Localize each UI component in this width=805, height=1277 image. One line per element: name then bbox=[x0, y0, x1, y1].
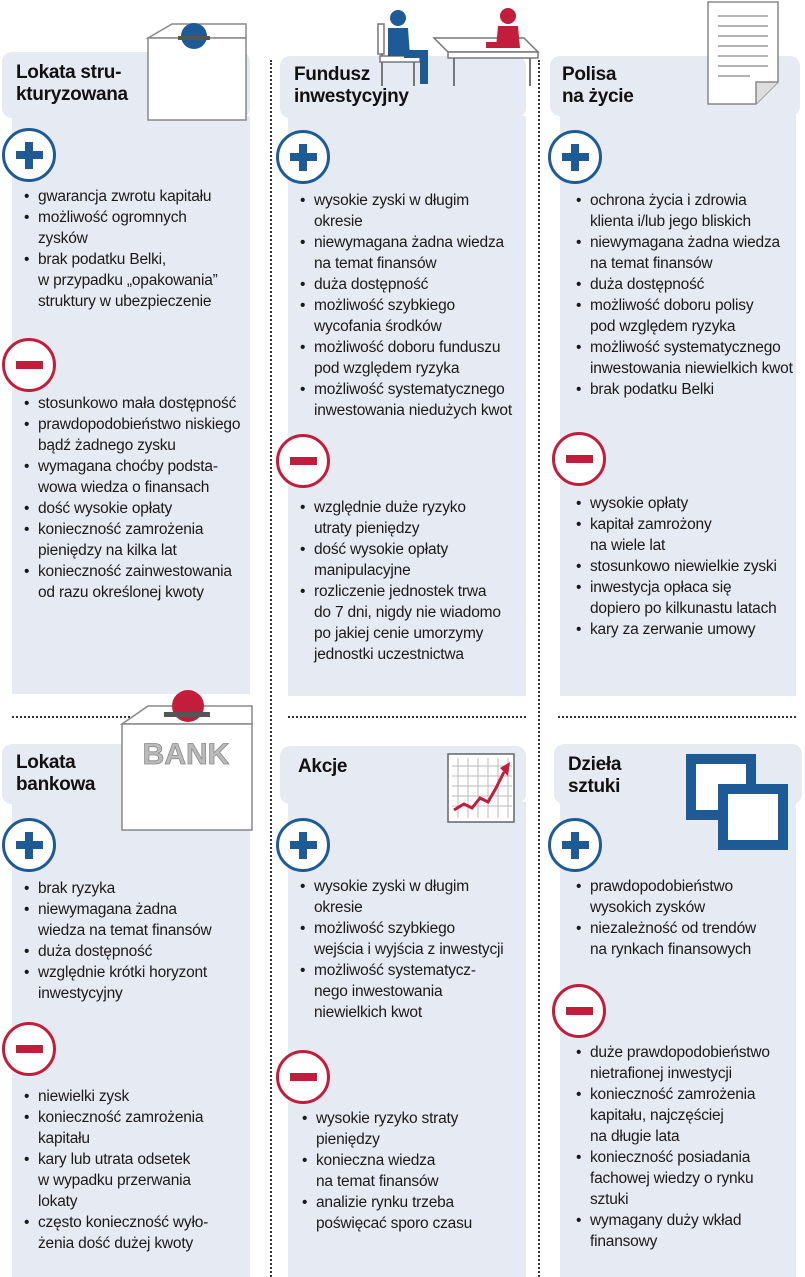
pros-item: • niewymagana żadna wiedza na temat finansów bbox=[576, 232, 802, 274]
document-icon bbox=[706, 0, 780, 106]
cons-list bbox=[576, 1042, 804, 1252]
column-divider-left bbox=[270, 60, 272, 1277]
cons-item: • konieczna wiedza na temat finansów bbox=[302, 1150, 528, 1192]
cons-item: • kary lub utrata odsetek w wypadku przerwania lokaty bbox=[24, 1149, 252, 1212]
cons-item: • stosunkowo mała dostępność bbox=[24, 393, 252, 414]
cons-item: • duże prawdopodobieństwo nietrafionej inwestycji bbox=[576, 1042, 804, 1084]
pros-list bbox=[24, 878, 250, 1004]
cons-item: • wymagana choćby podsta- wowa wiedza o finansach bbox=[24, 456, 252, 498]
cons-list bbox=[24, 393, 252, 603]
cons-item: • względnie duże ryzyko utraty pieniędzy bbox=[300, 497, 526, 539]
framed-pictures-icon bbox=[682, 750, 792, 856]
cons-item: • prawdopodobieństwo niskiego bądź żadnego zysku bbox=[24, 414, 252, 456]
pros-list bbox=[576, 190, 802, 400]
pros-list bbox=[300, 190, 526, 421]
cons-item: • niewielki zysk bbox=[24, 1086, 252, 1107]
minus-icon bbox=[276, 434, 330, 488]
cons-list bbox=[302, 1108, 528, 1234]
cons-item: • analizie rynku trzeba poświęcać sporo czasu bbox=[302, 1192, 528, 1234]
cons-item: • stosunkowo niewielkie zyski bbox=[576, 556, 802, 577]
pros-item: • możliwość systematycznego inwestowania niewielkich kwot bbox=[576, 337, 802, 379]
bank-box-label: BANK bbox=[142, 738, 230, 771]
minus-icon bbox=[2, 1022, 56, 1076]
pros-item: • niewymagana żadna wiedza na temat finansów bbox=[24, 899, 250, 941]
ballot-box-icon bbox=[146, 22, 250, 122]
cons-item: • inwestycja opłaca się dopiero po kilkunastu latach bbox=[576, 577, 802, 619]
cons-item: • kary za zerwanie umowy bbox=[576, 619, 802, 640]
cons-item: • często konieczność wyło- żenia dość dużej kwoty bbox=[24, 1212, 252, 1254]
minus-icon bbox=[552, 984, 606, 1038]
cons-item: • konieczność zamrożenia pieniędzy na kilka lat bbox=[24, 519, 252, 561]
card-title: Lokata bankowa bbox=[16, 752, 96, 795]
plus-icon bbox=[2, 128, 56, 182]
pros-list bbox=[300, 876, 528, 1023]
stock-chart-icon bbox=[446, 752, 516, 824]
plus-icon bbox=[2, 818, 56, 872]
cons-item: • konieczność zamrożenia kapitału bbox=[24, 1107, 252, 1149]
pros-item: • możliwość systematycznego inwestowania niedużych kwot bbox=[300, 379, 526, 421]
pros-item: • niewymagana żadna wiedza na temat finansów bbox=[300, 232, 526, 274]
minus-icon bbox=[2, 338, 56, 392]
plus-icon bbox=[276, 130, 330, 184]
pros-item: • duża dostępność bbox=[24, 941, 250, 962]
pros-item: • brak podatku Belki, w przypadku „opakowania” struktury w ubezpieczenie bbox=[24, 249, 250, 312]
card-title: Akcje bbox=[298, 756, 348, 777]
plus-icon bbox=[548, 130, 602, 184]
pros-item: • duża dostępność bbox=[576, 274, 802, 295]
pros-list bbox=[24, 186, 250, 312]
cons-list bbox=[576, 493, 802, 640]
row-divider-right bbox=[558, 716, 796, 718]
pros-item: • możliwość doboru funduszu pod względem ryzyka bbox=[300, 337, 526, 379]
cons-list bbox=[300, 497, 526, 665]
card-title: Dzieła sztuki bbox=[568, 754, 622, 797]
cons-item: • kapitał zamrożony na wiele lat bbox=[576, 514, 802, 556]
cons-item: • rozliczenie jednostek trwa do 7 dni, nigdy nie wiadomo po jakiej cenie umorzymy jednostki uczestnictwa bbox=[300, 581, 526, 665]
pros-item: • niezależność od trendów na rynkach finansowych bbox=[576, 918, 802, 960]
cons-item: • wymagany duży wkład finansowy bbox=[576, 1210, 804, 1252]
cons-item: • wysokie opłaty bbox=[576, 493, 802, 514]
plus-icon bbox=[276, 818, 330, 872]
pros-item: • możliwość ogromnych zysków bbox=[24, 207, 250, 249]
cons-item: • dość wysokie opłaty bbox=[24, 498, 252, 519]
pros-item: • prawdopodobieństwo wysokich zysków bbox=[576, 876, 802, 918]
card-title: Lokata stru- kturyzowana bbox=[16, 62, 128, 105]
pros-list bbox=[576, 876, 802, 960]
pros-item: • brak ryzyka bbox=[24, 878, 250, 899]
minus-icon bbox=[552, 432, 606, 486]
pros-item: • wysokie zyski w długim okresie bbox=[300, 190, 526, 232]
pros-item: • brak podatku Belki bbox=[576, 379, 802, 400]
pros-item: • możliwość szybkiego wejścia i wyjścia z inwestycji bbox=[300, 918, 528, 960]
pros-item: • gwarancja zwrotu kapitału bbox=[24, 186, 250, 207]
pros-item: • możliwość szybkiego wycofania środków bbox=[300, 295, 526, 337]
cons-item: • wysokie ryzyko straty pieniędzy bbox=[302, 1108, 528, 1150]
cons-item: • dość wysokie opłaty manipulacyjne bbox=[300, 539, 526, 581]
pros-item: • możliwość doboru polisy pod względem ryzyka bbox=[576, 295, 802, 337]
row-divider-middle bbox=[288, 716, 526, 718]
cons-item: • konieczność posiadania fachowej wiedzy o rynku sztuki bbox=[576, 1147, 804, 1210]
card-title: Polisa na życie bbox=[562, 64, 634, 107]
pros-item: • możliwość systematycz- nego inwestowania niewielkich kwot bbox=[300, 960, 528, 1023]
minus-icon bbox=[276, 1050, 330, 1104]
cons-list bbox=[24, 1086, 252, 1254]
cons-item: • konieczność zamrożenia kapitału, najczęściej na długie lata bbox=[576, 1084, 804, 1147]
plus-icon bbox=[548, 818, 602, 872]
pros-item: • duża dostępność bbox=[300, 274, 526, 295]
cons-item: • konieczność zainwestowania od razu określonej kwoty bbox=[24, 561, 252, 603]
bank-box-icon bbox=[120, 688, 254, 834]
pros-item: • wysokie zyski w długim okresie bbox=[300, 876, 528, 918]
pros-item: • względnie krótki horyzont inwestycyjny bbox=[24, 962, 250, 1004]
pros-item: • ochrona życia i zdrowia klienta i/lub jego bliskich bbox=[576, 190, 802, 232]
column-divider-right bbox=[538, 60, 540, 1277]
card-title: Fundusz inwestycyjny bbox=[294, 64, 409, 107]
